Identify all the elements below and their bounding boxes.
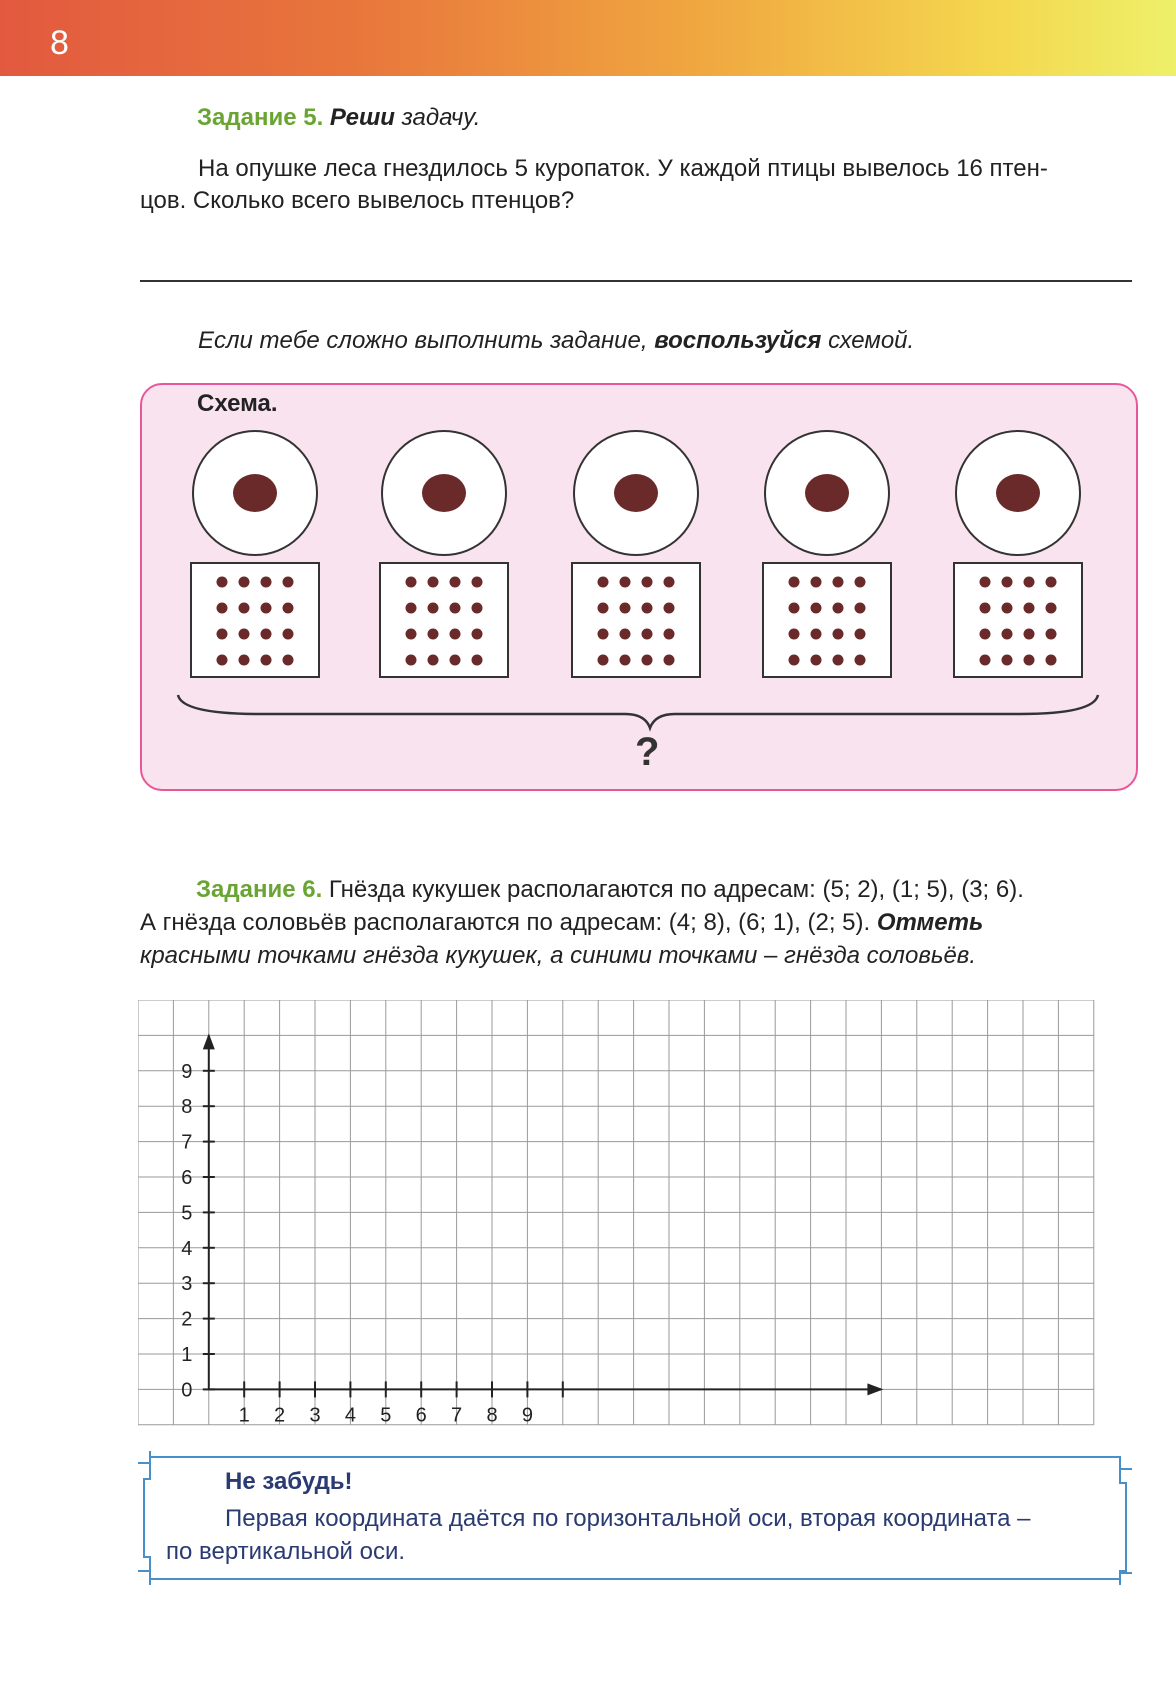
scheme-label: Схема. <box>197 390 278 417</box>
chick-dot <box>598 577 609 588</box>
chicks-box-4 <box>763 563 891 677</box>
chick-dot <box>789 629 800 640</box>
chick-dot <box>833 603 844 614</box>
task6-line1 <box>140 873 1135 906</box>
x-tick-label: 9 <box>521 1404 533 1427</box>
x-tick-label: 4 <box>344 1404 356 1427</box>
chick-dot <box>261 629 272 640</box>
chick-dot <box>855 577 866 588</box>
chick-dot <box>789 603 800 614</box>
bird-3 <box>614 474 658 512</box>
bird-4 <box>805 474 849 512</box>
task5-rest: задачу. <box>394 104 481 131</box>
chick-dot <box>450 655 461 666</box>
chick-dot <box>598 603 609 614</box>
chick-dot <box>664 603 675 614</box>
chicks-box-5 <box>954 563 1082 677</box>
chick-dot <box>1024 629 1035 640</box>
task6-line2-bold: Отметь <box>876 909 984 936</box>
chicks-box-2 <box>380 563 508 677</box>
chick-dot <box>239 577 250 588</box>
total-question-mark: ? <box>635 730 660 774</box>
task6-line3: красными точками гнёзда кукушек, а синими точками – гнёзда соловьёв. <box>140 942 977 969</box>
page-number: 8 <box>50 24 69 62</box>
chick-dot <box>789 655 800 666</box>
chick-dot <box>620 655 631 666</box>
y-tick-label: 0 <box>181 1379 193 1402</box>
chick-dot <box>620 577 631 588</box>
chick-dot <box>217 603 228 614</box>
hint-bold: воспользуйся <box>654 327 822 354</box>
chick-dot <box>598 629 609 640</box>
x-tick-label: 7 <box>451 1404 463 1427</box>
chick-dot <box>261 655 272 666</box>
y-tick-label: 7 <box>181 1131 193 1154</box>
chick-dot <box>472 603 483 614</box>
chick-dot <box>664 629 675 640</box>
chick-dot <box>980 577 991 588</box>
chick-dot <box>620 603 631 614</box>
chick-dot <box>642 603 653 614</box>
chick-dot <box>833 655 844 666</box>
chick-dot <box>980 655 991 666</box>
chick-dot <box>642 577 653 588</box>
chick-dot <box>1046 629 1057 640</box>
chick-dot <box>664 577 675 588</box>
chick-dot <box>406 629 417 640</box>
chick-dot <box>283 655 294 666</box>
chick-dot <box>283 603 294 614</box>
task5-text-line1: На опушке леса гнездилось 5 куропаток. У каждой птицы вывелось 16 птен- <box>198 155 1048 182</box>
x-tick-label: 6 <box>415 1404 427 1427</box>
chick-dot <box>428 655 439 666</box>
chick-dot <box>811 577 822 588</box>
coordinate-grid-wrap <box>138 1000 1096 1435</box>
note-title: Не забудь! <box>225 1468 353 1495</box>
chick-dot <box>217 577 228 588</box>
task6-text <box>140 873 1135 972</box>
chick-dot <box>620 629 631 640</box>
chick-dot <box>1024 655 1035 666</box>
y-tick-label: 6 <box>181 1167 193 1189</box>
chick-dot <box>1046 603 1057 614</box>
chick-dot <box>642 629 653 640</box>
x-tick-label: 8 <box>486 1404 498 1427</box>
chick-dot <box>1024 577 1035 588</box>
chick-dot <box>980 629 991 640</box>
scheme-diagram <box>0 0 1176 800</box>
chick-dot <box>450 629 461 640</box>
chick-dot <box>642 655 653 666</box>
chick-dot <box>283 629 294 640</box>
chick-dot <box>855 655 866 666</box>
chick-dot <box>261 577 272 588</box>
chick-dot <box>1046 577 1057 588</box>
task6-line2 <box>140 906 1135 939</box>
chick-dot <box>239 655 250 666</box>
chick-dot <box>598 655 609 666</box>
y-tick-label: 2 <box>181 1308 193 1331</box>
total-brace <box>178 695 1098 728</box>
chick-dot <box>450 603 461 614</box>
chick-dot <box>472 577 483 588</box>
chick-dot <box>239 603 250 614</box>
chick-dot <box>811 629 822 640</box>
note-text-line2: по вертикальной оси. <box>166 1538 406 1565</box>
chick-dot <box>980 603 991 614</box>
note-text <box>166 1502 1116 1568</box>
chick-dot <box>833 577 844 588</box>
chick-dot <box>283 577 294 588</box>
chick-dot <box>1046 655 1057 666</box>
note-text-line1: Первая координата даётся по горизонтальной оси, вторая координата – <box>225 1505 1031 1532</box>
chick-dot <box>855 629 866 640</box>
y-tick-label: 1 <box>181 1344 193 1366</box>
chick-dot <box>239 629 250 640</box>
chick-dot <box>1002 603 1013 614</box>
chicks-box-3 <box>572 563 700 677</box>
chick-dot <box>472 655 483 666</box>
chick-dot <box>811 655 822 666</box>
y-tick-label: 8 <box>181 1096 193 1119</box>
y-tick-label: 5 <box>181 1202 193 1225</box>
chicks-box-1 <box>191 563 319 677</box>
task5-label: Задание 5. <box>197 104 324 131</box>
chick-dot <box>855 603 866 614</box>
y-tick-label: 3 <box>181 1273 193 1296</box>
chick-dot <box>406 603 417 614</box>
bird-1 <box>233 474 277 512</box>
task5-verb: Реши <box>329 104 395 131</box>
chick-dot <box>1024 603 1035 614</box>
chick-dot <box>450 577 461 588</box>
chick-dot <box>428 603 439 614</box>
bird-5 <box>996 474 1040 512</box>
chick-dot <box>217 655 228 666</box>
chick-dot <box>217 629 228 640</box>
coordinate-grid[interactable] <box>138 1000 1096 1430</box>
chick-dot <box>833 629 844 640</box>
chick-dot <box>261 603 272 614</box>
chick-dot <box>428 577 439 588</box>
x-tick-label: 5 <box>380 1404 392 1427</box>
x-tick-label: 1 <box>238 1404 250 1427</box>
y-tick-label: 4 <box>181 1237 193 1260</box>
chick-dot <box>789 577 800 588</box>
chick-dot <box>1002 577 1013 588</box>
task6-line1-rest: Гнёзда кукушек располагаются по адресам: (5; 2), (1; 5), (3; 6). <box>322 876 1024 903</box>
chick-dot <box>1002 655 1013 666</box>
chick-dot <box>472 629 483 640</box>
chick-dot <box>1002 629 1013 640</box>
chick-dot <box>664 655 675 666</box>
x-tick-label: 3 <box>309 1404 321 1427</box>
hint-after: схемой. <box>821 327 915 354</box>
chick-dot <box>811 603 822 614</box>
chick-dot <box>406 577 417 588</box>
task5-text-line2: цов. Сколько всего вывелось птенцов? <box>140 187 575 214</box>
y-tick-label: 9 <box>181 1060 193 1083</box>
chick-dot <box>428 629 439 640</box>
hint-before: Если тебе сложно выполнить задание, <box>198 327 655 354</box>
x-tick-label: 2 <box>274 1404 286 1427</box>
chick-dot <box>406 655 417 666</box>
bird-2 <box>422 474 466 512</box>
task6-line2-plain: А гнёзда соловьёв располагаются по адресам: (4; 8), (6; 1), (2; 5). <box>140 909 877 936</box>
task6-label: Задание 6. <box>196 876 323 903</box>
